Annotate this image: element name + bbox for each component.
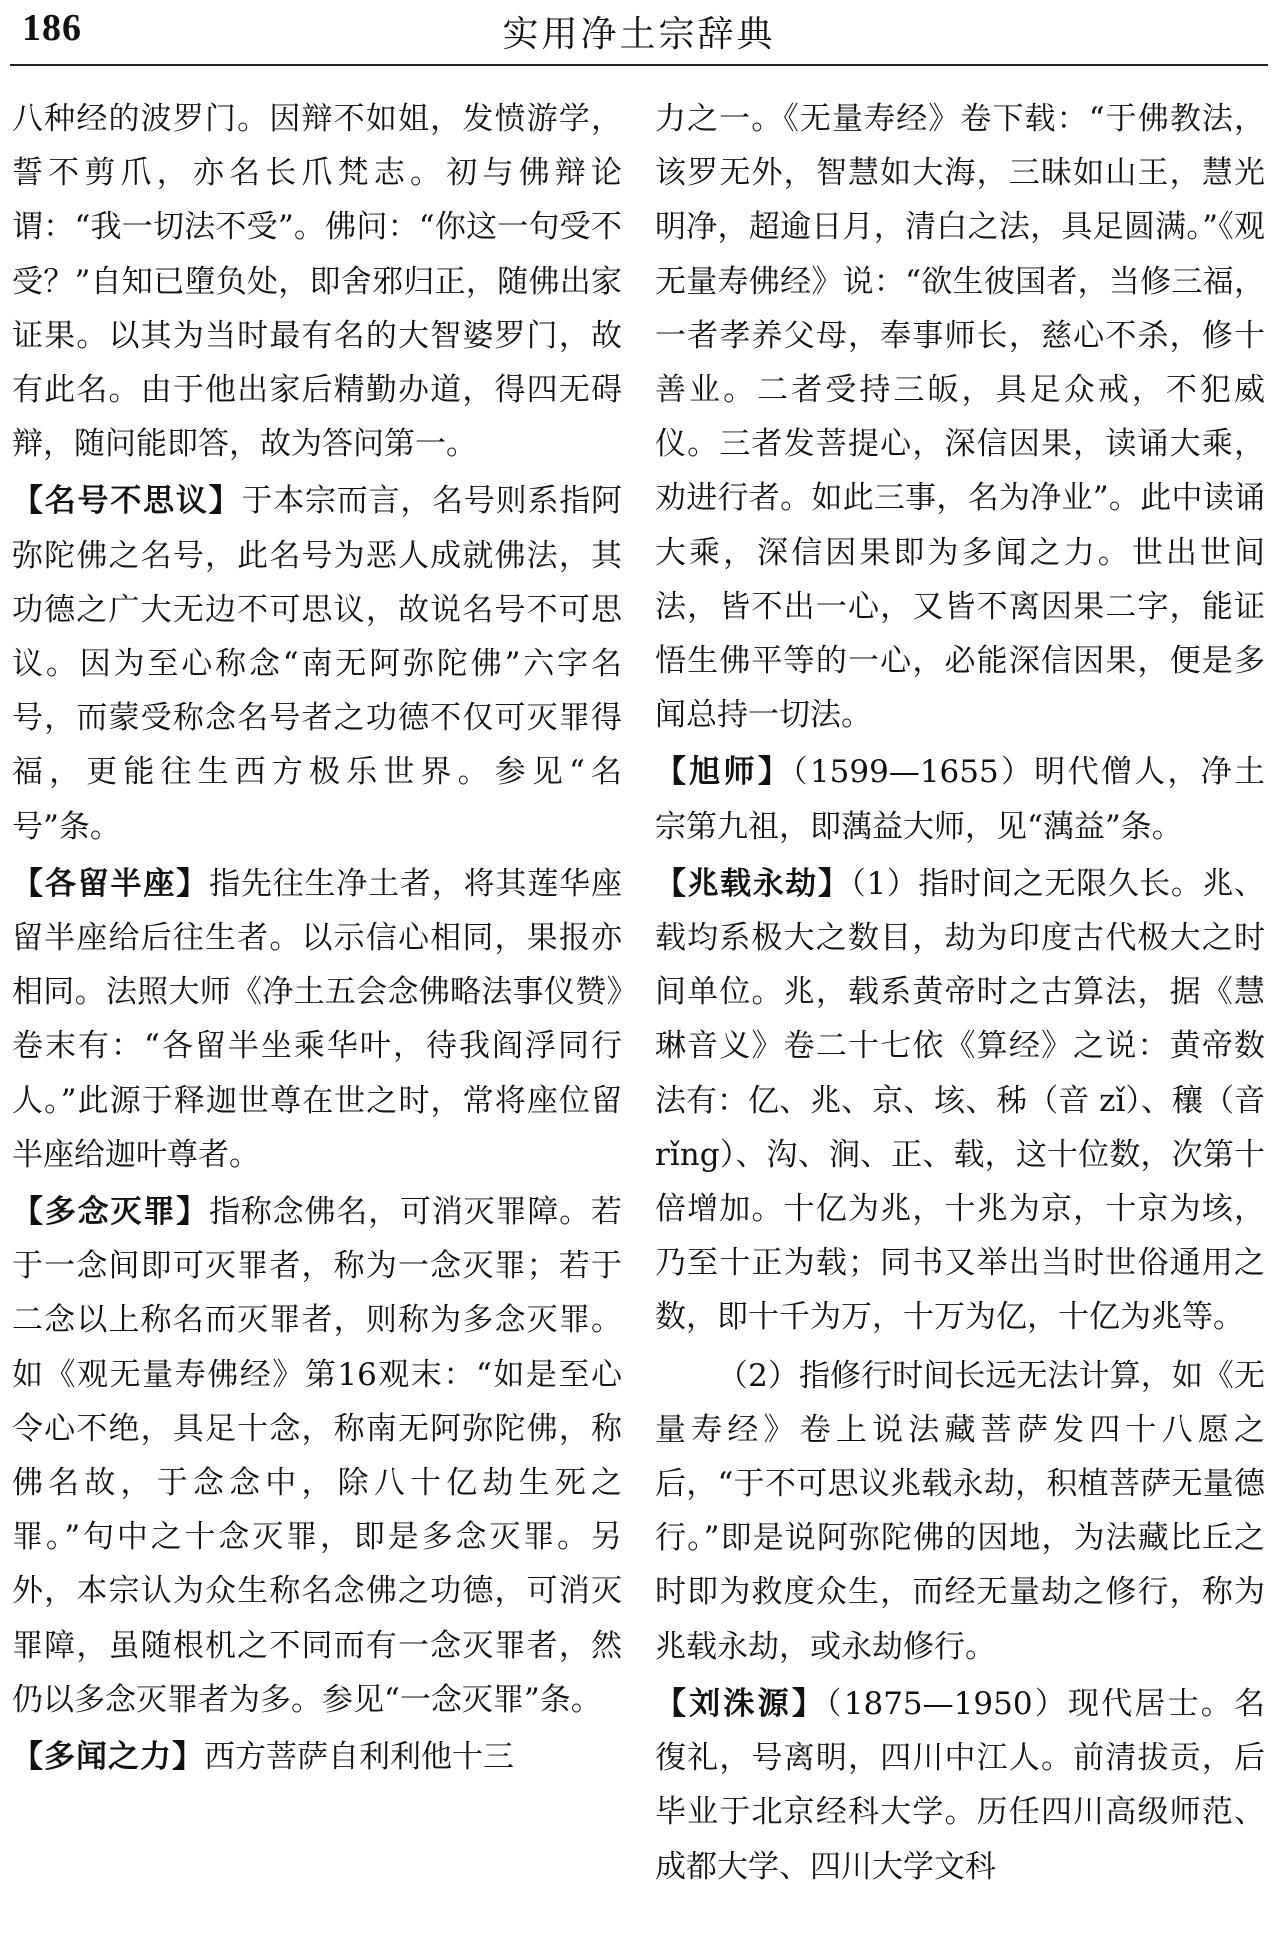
entry-body: 指称念佛名，可消灭罪障。若于一念间即可灭罪者，称为一念灭罪；若于二念以上称名而灭罪者，则称为多念灭罪。如《观无量寿佛经》第16观末：“如是至心令心不绝，具足十念，称南无阿弥陀佛，称佛名故，于念念中，除八十亿劫生死之罪。”句中之十念灭罪，即是多念灭罪。另外，本宗认为众生称名念佛之功德，可消灭罪障，虽随根机之不同而有一念灭罪者，然仍以多念灭罪者为多。参见“一念灭罪”条。 (12, 1194, 622, 1718)
dictionary-entry (12, 1185, 622, 1727)
left-column (12, 92, 622, 1787)
continuation-text: 八种经的波罗门。因辩不如姐，发愤游学，誓不剪爪，亦名长爪梵志。初与佛辩论谓：“我一切法不受”。佛问：“你这一句受不受？”自知已墮负处，即舍邪归正，随佛出家证果。以其为当时最有名的大智婆罗门，故有此名。由于他出家后精勤办道，得四无碍辩，随问能即答，故为答问第一。 (12, 101, 622, 463)
running-title: 实用净土宗辞典 (502, 14, 776, 55)
entry-body: （1875—1950）现代居士。名復礼，号离明，四川中江人。前清拔贡，后毕业于北京经科大学。历任四川高级师范、成都大学、四川大学文科 (655, 1685, 1265, 1885)
page-number: 186 (22, 7, 82, 49)
entry-headword: 【多念灭罪】 (12, 1194, 209, 1231)
right-column (655, 92, 1265, 1897)
dictionary-entry (12, 857, 622, 1182)
dictionary-entry (12, 1730, 622, 1784)
dictionary-entry (655, 745, 1265, 853)
continuation-text: 力之一。《无量寿经》卷下载：“于佛教法，该罗无外，智慧如大海，三昧如山王，慧光明净，超逾日月，清白之法，具足圆满。”《观无量寿佛经》说：“欲生彼国者，当修三福，一者孝养父母，奉事师长，慈心不杀，修十善业。二者受持三皈，具足众戒，不犯威仪。三者发菩提心，深信因果，读诵大乘，劝进行者。如此三事，名为净业”。此中读诵大乘，深信因果即为多闻之力。世出世间法，皆不出一心，又皆不离因果二字，能证悟生佛平等的一心，必能深信因果，便是多闻总持一切法。 (655, 101, 1265, 734)
entry-headword: 【旭师】 (655, 754, 793, 791)
entry-headword: 【兆载永劫】 (655, 865, 851, 902)
page-header (0, 0, 1278, 70)
entry-body: 于本宗而言，名号则系指阿弥陀佛之名号，此名号为恶人成就佛法，其功德之广大无边不可思议，故说名号不可思议。因为至心称念“南无阿弥陀佛”六字名号，而蒙受称念名号者之功德不仅可灭罪得福，更能往生西方极乐世界。参见“名号”条。 (12, 483, 623, 845)
entry-headword: 【名号不思议】 (12, 483, 242, 520)
entry-body: 指先往生净土者，将其莲华座留半座给后往生者。以示信心相同，果报亦相同。法照大师《净土五会念佛略法事仪赞》卷末有：“各留半坐乘华叶，待我阎浮同行人。”此源于释迦世尊在世之时，常将座位留半座给迦叶尊者。 (12, 865, 622, 1173)
entry-headword: 【各留半座】 (12, 865, 209, 902)
entry-body: （1599—1655）明代僧人，净土宗第九祖，即蕅益大师，见“蕅益”条。 (655, 754, 1265, 845)
entry-headword: 【刘洙源】 (655, 1685, 827, 1722)
entry-body-paragraph: （2）指修行时间长远无法计算，如《无量寿经》卷上说法藏菩萨发四十八愿之后，“于不可思议兆载永劫，积植菩萨无量德行。”即是说阿弥陀佛的因地，为法藏比丘之时即为救度众生，而经无量劫之修行，称为兆载永劫，或永劫修行。 (655, 1357, 1265, 1665)
dictionary-entry (12, 474, 622, 853)
entry-body: 西方菩萨自利利他十三 (204, 1739, 514, 1776)
header-rule (10, 64, 1268, 66)
entry-body: （1）指时间之无限久长。兆、载均系极大之数目，劫为印度古代极大之时间单位。兆，载系黄帝时之古算法，据《慧琳音义》卷二十七依《算经》之说：黄帝数法有：亿、兆、京、垓、秭（音 zǐ）、穰（音 rǐng）、沟、涧、正、载，这十位数，次第十倍增加。十亿为兆，十兆为京，十京为垓，乃至十正为载；同书又举出当时世俗通用之数，即十千为万，十万为亿，十亿为兆等。 (655, 865, 1265, 1336)
entry-headword: 【多闻之力】 (12, 1739, 204, 1776)
dictionary-entry (655, 857, 1265, 1345)
dictionary-entry (655, 1677, 1265, 1894)
